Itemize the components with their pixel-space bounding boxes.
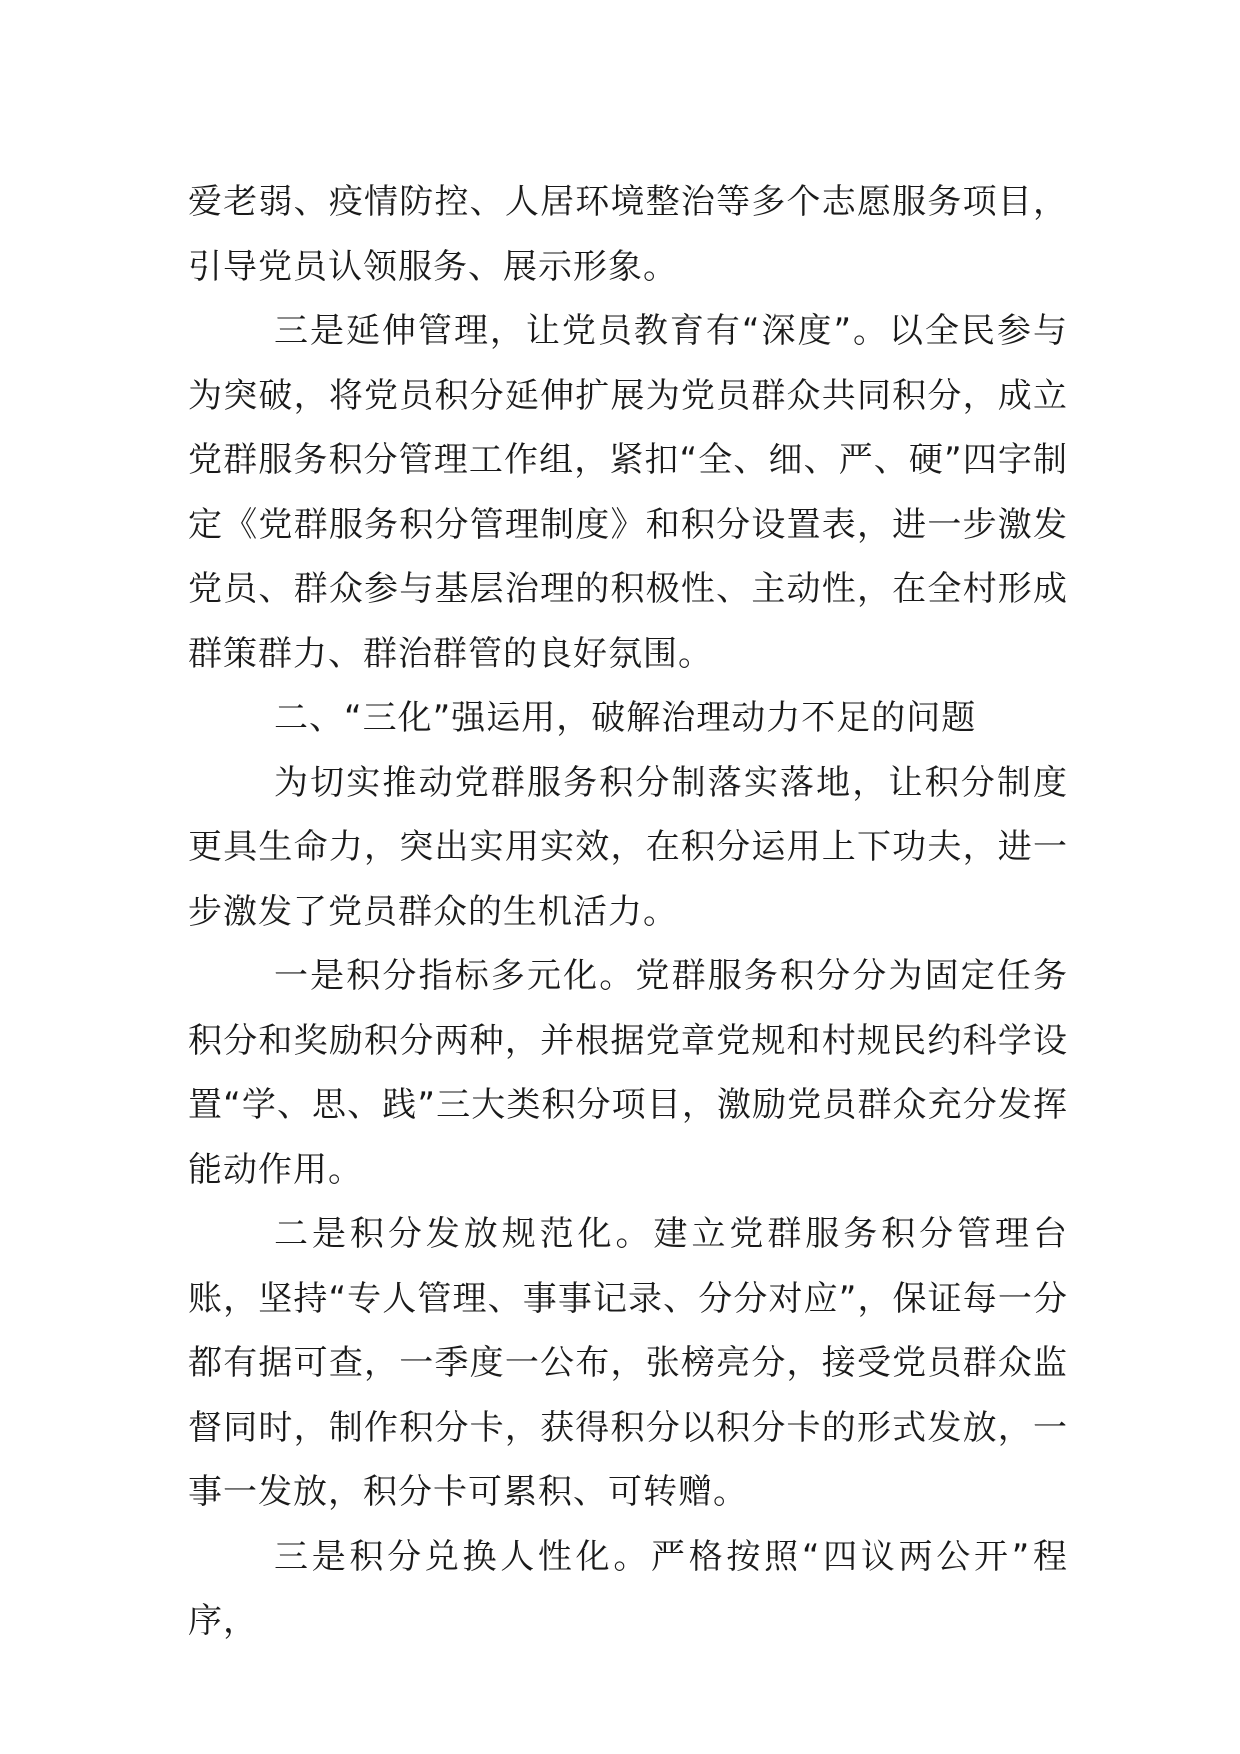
paragraph-diversified-indicators: 一是积分指标多元化。党群服务积分分为固定任务积分和奖励积分两种，并根据党章党规和村规民约科学设置“学、思、践”三大类积分项目，激励党员群众充分发挥能动作用。 (188, 956, 1068, 1190)
paragraph-section-intro: 为切实推动党群服务积分制落实落地，让积分制度更具生命力，突出实用实效，在积分运用上下功夫，进一步激发了党员群众的生机活力。 (188, 762, 1068, 932)
paragraph-standardized-distribution: 二是积分发放规范化。建立党群服务积分管理台账，坚持“专人管理、事事记录、分分对应”，保证每一分都有据可查，一季度一公布，张榜亮分，接受党员群众监督同时，制作积分卡，获得积分以积分卡的形式发放，一事一发放，积分卡可累积、可转赠。 (188, 1214, 1068, 1512)
section-heading-three-modernizations: 二、“三化”强运用，破解治理动力不足的问题 (274, 698, 977, 738)
document-body (188, 170, 1068, 1654)
paragraph-humanized-exchange: 三是积分兑换人性化。严格按照“四议两公开”程序， (188, 1536, 1068, 1641)
paragraph-volunteer-projects: 爱老弱、疫情防控、人居环境整治等多个志愿服务项目，引导党员认领服务、展示形象。 (188, 182, 1068, 287)
paragraph-extend-management: 三是延伸管理，让党员教育有“深度”。以全民参与为突破，将党员积分延伸扩展为党员群众共同积分，成立党群服务积分管理工作组，紧扣“全、细、严、硬”四字制定《党群服务积分管理制度》和积分设置表，进一步激发党员、群众参与基层治理的积极性、主动性，在全村形成群策群力、群治群管的良好氛围。 (188, 311, 1068, 674)
